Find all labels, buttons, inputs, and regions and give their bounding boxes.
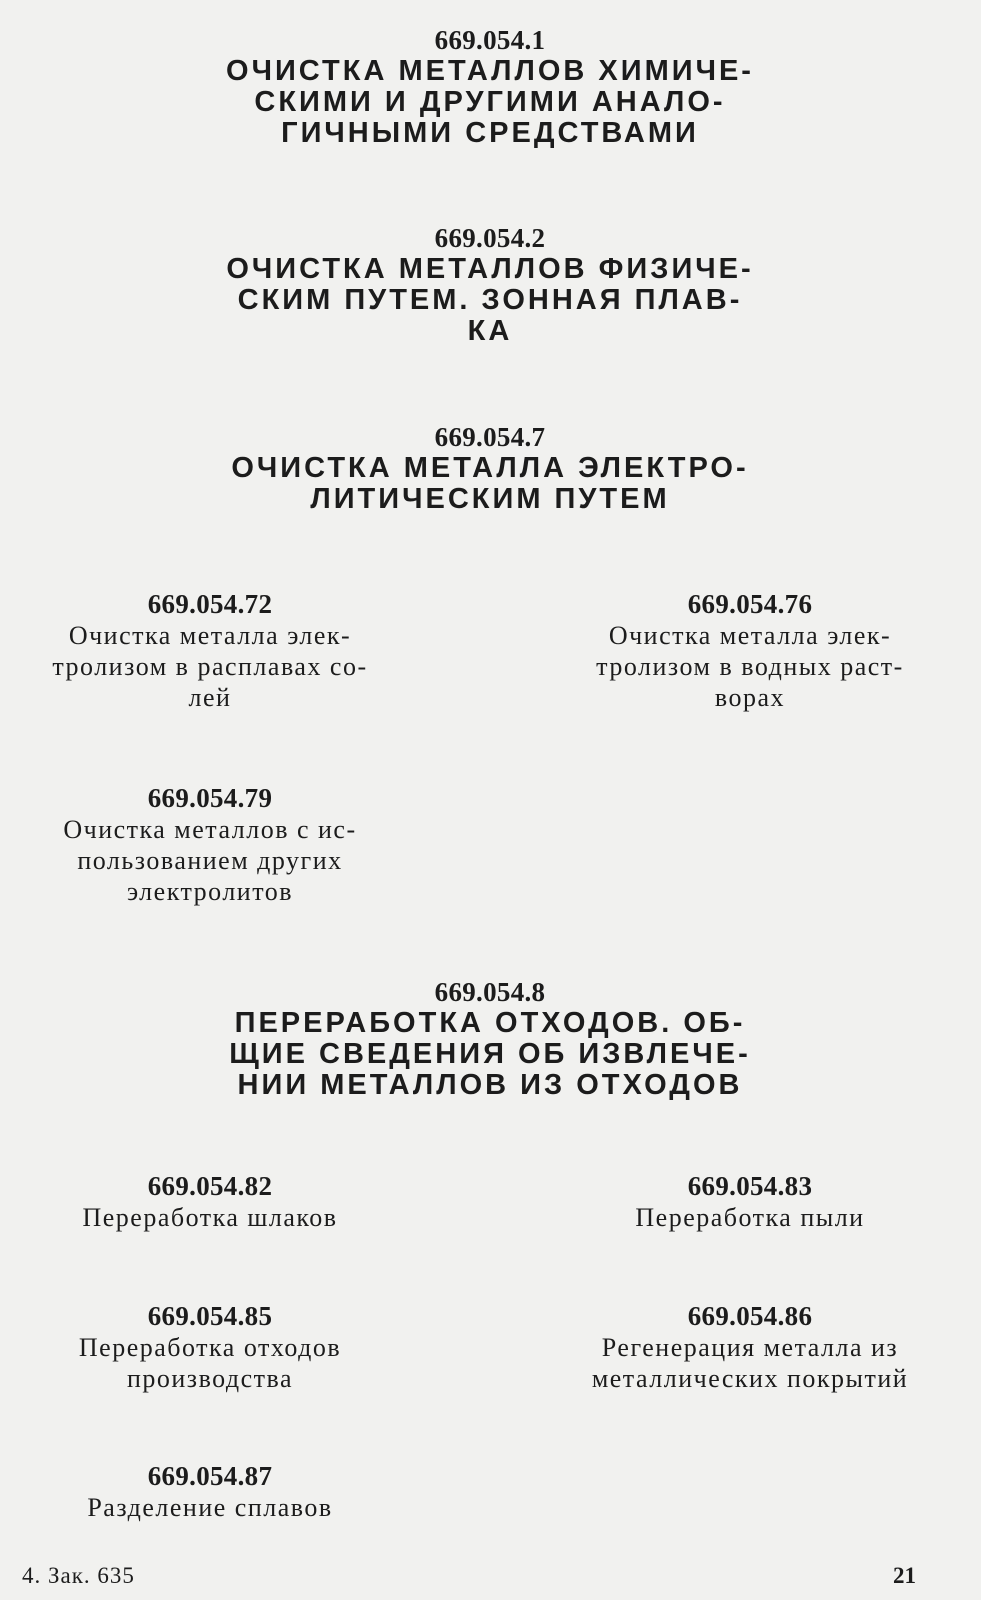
- entry-669-054-82: [10, 1170, 410, 1233]
- description-line: тролизом в водных раст-: [596, 652, 904, 681]
- entry-code: 669.054.79: [147, 783, 273, 813]
- heading-line: ЩИЕ СВЕДЕНИЯ ОБ ИЗВЛЕЧЕ-: [229, 1038, 751, 1070]
- entry-669-054-72: [10, 588, 410, 713]
- section-heading: [190, 453, 790, 515]
- entry-code: 669.054.86: [687, 1301, 813, 1331]
- description-line: Очистка металла элек-: [68, 621, 352, 650]
- heading-line: ЛИТИЧЕСКИМ ПУТЕМ: [310, 483, 670, 515]
- heading-line: ОЧИСТКА МЕТАЛЛА ЭЛЕКТРО-: [231, 452, 749, 484]
- entry-669-054-79: [10, 782, 410, 907]
- section-heading: [190, 56, 790, 149]
- entry-669-054-87: [10, 1460, 410, 1523]
- entry-description: [10, 814, 410, 907]
- entry-669-054-86: [540, 1300, 960, 1394]
- description-line: металлических покрытий: [591, 1364, 909, 1393]
- description-line: электролитов: [126, 877, 293, 906]
- description-line: Переработка шлаков: [82, 1203, 338, 1232]
- section-heading: [190, 1008, 790, 1101]
- entry-code: 669.054.72: [147, 589, 273, 619]
- entry-669-054-85: [10, 1300, 410, 1394]
- description-line: тролизом в расплавах со-: [52, 652, 368, 681]
- entry-code: 669.054.76: [687, 589, 813, 619]
- entry-code: 669.054.82: [147, 1171, 273, 1201]
- description-line: Очистка металлов с ис-: [63, 815, 357, 844]
- section-669-054-1: [190, 24, 790, 149]
- description-line: Переработка отходов: [78, 1333, 342, 1362]
- entry-description: [10, 1492, 410, 1523]
- entry-669-054-83: [540, 1170, 960, 1233]
- entry-669-054-76: [540, 588, 960, 713]
- heading-line: СКИМ ПУТЕМ. ЗОННАЯ ПЛАВ-: [237, 284, 743, 316]
- entry-description: [540, 1332, 960, 1394]
- description-line: пользованием других: [77, 846, 343, 875]
- section-669-054-8: [190, 976, 790, 1101]
- description-line: Переработка пыли: [635, 1203, 865, 1232]
- section-code: 669.054.2: [434, 223, 546, 253]
- description-line: производства: [126, 1364, 294, 1393]
- entry-code: 669.054.87: [147, 1461, 273, 1491]
- heading-line: СКИМИ И ДРУГИМИ АНАЛО-: [254, 86, 726, 118]
- entry-description: [10, 620, 410, 713]
- heading-line: ОЧИСТКА МЕТАЛЛОВ ХИМИЧЕ-: [226, 55, 754, 87]
- entry-code: 669.054.85: [147, 1301, 273, 1331]
- section-669-054-2: [190, 222, 790, 347]
- heading-line: ПЕРЕРАБОТКА ОТХОДОВ. ОБ-: [234, 1007, 746, 1039]
- description-line: Регенерация металла из: [601, 1333, 899, 1362]
- description-line: ворах: [714, 683, 786, 712]
- heading-line: ОЧИСТКА МЕТАЛЛОВ ФИЗИЧЕ-: [226, 253, 754, 285]
- section-code: 669.054.1: [434, 25, 546, 55]
- description-line: лей: [188, 683, 232, 712]
- section-code: 669.054.8: [434, 977, 546, 1007]
- heading-line: ГИЧНЫМИ СРЕДСТВАМИ: [281, 117, 699, 149]
- description-line: Разделение сплавов: [87, 1493, 333, 1522]
- section-heading: [190, 254, 790, 347]
- entry-code: 669.054.83: [687, 1171, 813, 1201]
- heading-line: КА: [467, 315, 513, 347]
- section-669-054-7: [190, 421, 790, 515]
- description-line: Очистка металла элек-: [608, 621, 892, 650]
- entry-description: [10, 1332, 410, 1394]
- entry-description: [10, 1202, 410, 1233]
- heading-line: НИИ МЕТАЛЛОВ ИЗ ОТХОДОВ: [237, 1069, 743, 1101]
- entry-description: [540, 620, 960, 713]
- footer-order-note: 4. Зак. 635: [22, 1563, 135, 1588]
- entry-description: [540, 1202, 960, 1233]
- page-number: 21: [893, 1563, 916, 1588]
- section-code: 669.054.7: [434, 422, 546, 452]
